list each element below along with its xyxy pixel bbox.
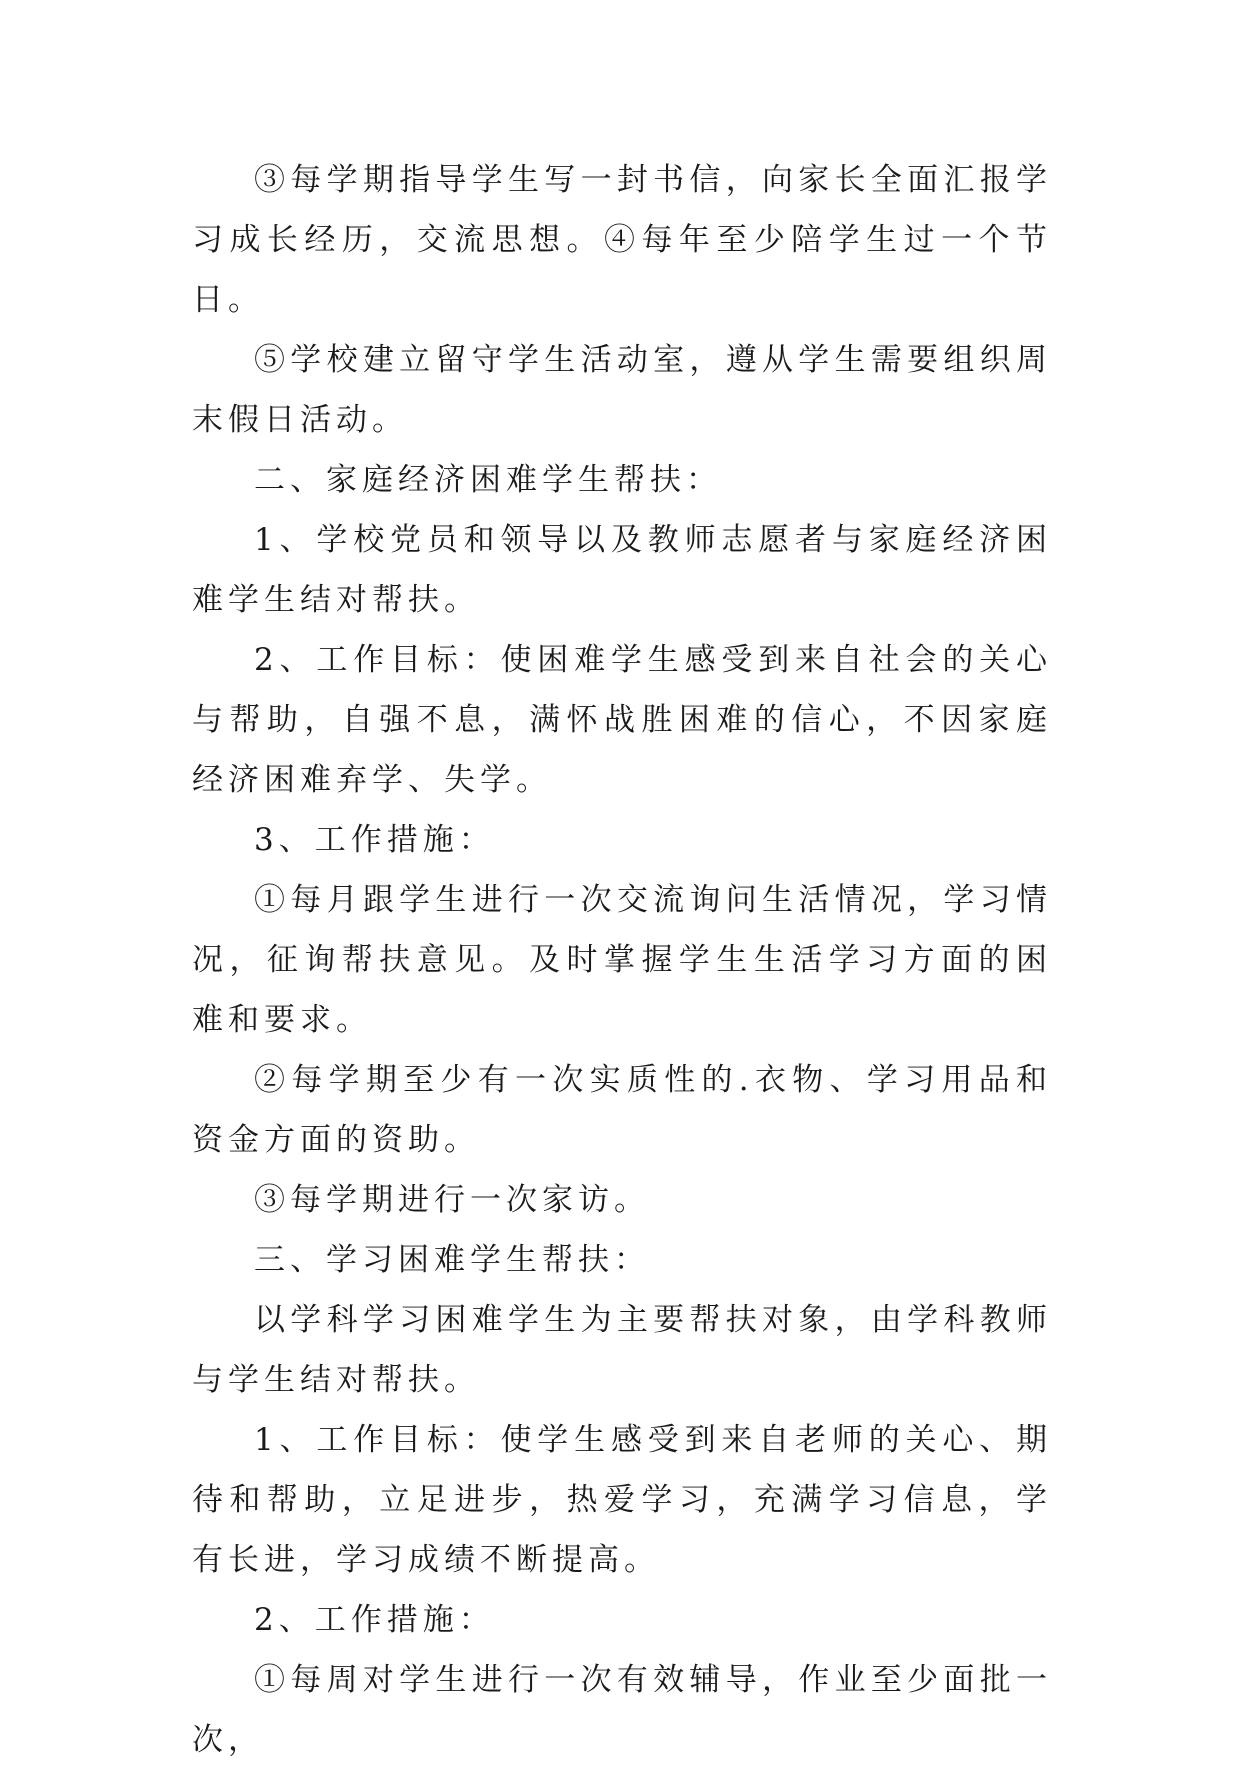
paragraph-2: ⑤学校建立留守学生活动室，遵从学生需要组织周末假日活动。 (192, 342, 1052, 438)
paragraph-12: 1、工作目标：使学生感受到来自老师的关心、期待和帮助，立足进步，热爱学习，充满学习信息，学有长进，学习成绩不断提高。 (192, 1422, 1052, 1578)
paragraph-11: 以学科学习困难学生为主要帮扶对象，由学科教师与学生结对帮扶。 (192, 1302, 1052, 1398)
subheading-measures-2: 2、工作措施： (254, 1602, 495, 1638)
paragraph-4: 1、学校党员和领导以及教师志愿者与家庭经济困难学生结对帮扶。 (192, 522, 1052, 618)
section-heading-2: 二、家庭经济困难学生帮扶： (254, 462, 722, 498)
section-heading-3: 三、学习困难学生帮扶： (254, 1242, 650, 1278)
paragraph-14: ①每周对学生进行一次有效辅导，作业至少面批一次， (192, 1662, 1052, 1758)
paragraph-8: ②每学期至少有一次实质性的.衣物、学习用品和资金方面的资助。 (192, 1062, 1052, 1158)
paragraph-5: 2、工作目标：使困难学生感受到来自社会的关心与帮助，自强不息，满怀战胜困难的信心，不因家庭经济困难弃学、失学。 (192, 642, 1052, 798)
document-body (192, 150, 1052, 1770)
subheading-measures-1: 3、工作措施： (254, 822, 495, 858)
paragraph-9: ③每学期进行一次家访。 (254, 1182, 650, 1218)
paragraph-7: ①每月跟学生进行一次交流询问生活情况，学习情况，征询帮扶意见。及时掌握学生生活学习方面的困难和要求。 (192, 882, 1052, 1038)
paragraph-1: ③每学期指导学生写一封书信，向家长全面汇报学习成长经历，交流思想。④每年至少陪学生过一个节日。 (192, 162, 1052, 318)
